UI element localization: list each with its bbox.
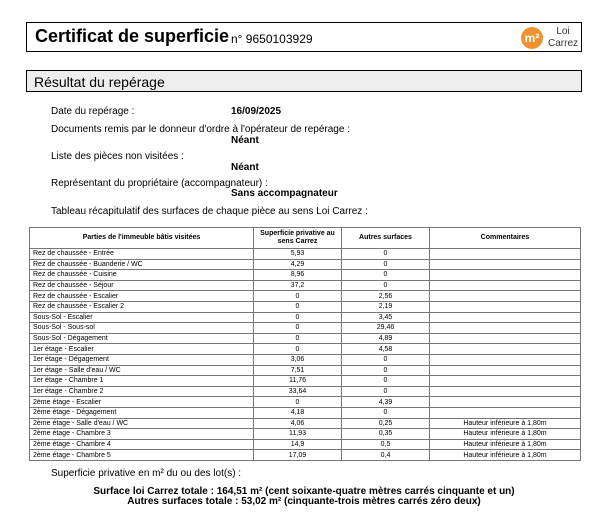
comment-cell: Hauteur inférieure à 1,80m (430, 429, 581, 440)
room-name-cell: Rez de chaussée - Entrée (30, 249, 254, 260)
other-surface-cell: 0 (342, 249, 430, 260)
comment-cell (430, 365, 581, 376)
comment-cell: Hauteur inférieure à 1,80m (430, 439, 581, 450)
carrez-surface-cell: 4,18 (254, 407, 342, 418)
carrez-surface-cell: 0 (254, 312, 342, 323)
room-name-cell: 1er étage - Chambre 1 (30, 376, 254, 387)
table-row (30, 376, 581, 387)
table-row (30, 270, 581, 281)
comment-cell (430, 407, 581, 418)
representative-value: Sans accompagnateur (231, 188, 338, 199)
comment-cell (430, 333, 581, 344)
carrez-surface-cell: 0 (254, 344, 342, 355)
logo-line-2: Carrez (548, 38, 579, 49)
carrez-surface-cell: 37,2 (254, 280, 342, 291)
comment-cell (430, 397, 581, 408)
other-surface-cell: 4,89 (342, 333, 430, 344)
carrez-surface-cell: 0 (254, 291, 342, 302)
table-row (30, 450, 581, 461)
comment-cell (430, 280, 581, 291)
carrez-total: Surface loi Carrez totale : 164,51 m² (cent soixante-quatre mètres carrés cinquante et un) (93, 486, 515, 497)
table-row (30, 418, 581, 429)
other-surface-cell: 0,5 (342, 439, 430, 450)
room-name-cell: 2ème étage - Chambre 5 (30, 450, 254, 461)
table-row (30, 344, 581, 355)
table-row (30, 259, 581, 270)
other-surface-cell: 0 (342, 270, 430, 281)
other-surface-cell: 0,35 (342, 429, 430, 440)
section-header (26, 70, 582, 92)
section-title: Résultat du repérage (34, 74, 165, 90)
surfaces-table (29, 227, 581, 461)
column-header: Autres surfaces (342, 228, 430, 249)
room-name-cell: 1er étage - Dégagement (30, 354, 254, 365)
other-surface-cell: 0,4 (342, 450, 430, 461)
room-name-cell: 2ème étage - Chambre 4 (30, 439, 254, 450)
documents-label: Documents remis par le donneur d'ordre à l'opérateur de repérage : (51, 124, 350, 135)
table-row (30, 354, 581, 365)
carrez-surface-cell: 4,06 (254, 418, 342, 429)
carrez-surface-cell: 5,93 (254, 249, 342, 260)
comment-cell: Hauteur inférieure à 1,80m (430, 418, 581, 429)
other-surface-cell: 0 (342, 354, 430, 365)
carrez-surface-cell: 7,51 (254, 365, 342, 376)
carrez-surface-cell: 17,09 (254, 450, 342, 461)
date-value: 16/09/2025 (231, 106, 282, 117)
logo-line-1: Loi (556, 26, 570, 37)
other-surface-cell: 2,19 (342, 301, 430, 312)
carrez-surface-cell: 0 (254, 323, 342, 334)
certificate-header (26, 22, 582, 52)
table-row (30, 407, 581, 418)
column-header: Parties de l'immeuble bâtis visitées (30, 228, 254, 249)
comment-cell (430, 259, 581, 270)
certificate-title: Certificat de superficie (35, 26, 230, 46)
room-name-cell: Rez de chaussée - Escalier 2 (30, 301, 254, 312)
certificate-number: n° 9650103929 (231, 32, 313, 46)
other-surface-cell: 3,45 (342, 312, 430, 323)
room-name-cell: Sous-Sol - Sous-sol (30, 323, 254, 334)
room-name-cell: 2ème étage - Escalier (30, 397, 254, 408)
room-name-cell: 2ème étage - Salle d'eau / WC (30, 418, 254, 429)
room-name-cell: Rez de chaussée - Séjour (30, 280, 254, 291)
comment-cell (430, 344, 581, 355)
room-name-cell: Sous-Sol - Dégagement (30, 333, 254, 344)
table-row (30, 429, 581, 440)
room-name-cell: Rez de chaussée - Buanderie / WC (30, 259, 254, 270)
carrez-surface-cell: 8,96 (254, 270, 342, 281)
room-name-cell: Rez de chaussée - Escalier (30, 291, 254, 302)
table-row (30, 291, 581, 302)
room-name-cell: 1er étage - Salle d'eau / WC (30, 365, 254, 376)
room-name-cell: 1er étage - Chambre 2 (30, 386, 254, 397)
table-row (30, 386, 581, 397)
carrez-surface-cell: 0 (254, 397, 342, 408)
carrez-surface-cell: 11,93 (254, 429, 342, 440)
table-row (30, 301, 581, 312)
other-surface-cell: 0 (342, 259, 430, 270)
table-body (30, 249, 581, 461)
lots-label: Superficie privative en m² du ou des lot(s) : (51, 468, 242, 479)
comment-cell (430, 312, 581, 323)
carrez-surface-cell: 11,76 (254, 376, 342, 387)
other-surfaces-total: Autres surfaces totale : 53,02 m² (cinquante-trois mètres carrés zéro deux) (127, 496, 481, 507)
other-surface-cell: 0 (342, 386, 430, 397)
rooms-not-visited-value: Néant (231, 162, 259, 173)
comment-cell: Hauteur inférieure à 1,80m (430, 450, 581, 461)
column-header: Commentaires (430, 228, 581, 249)
other-surface-cell: 0 (342, 376, 430, 387)
comment-cell (430, 323, 581, 334)
carrez-surface-cell: 33,64 (254, 386, 342, 397)
carrez-surface-cell: 14,9 (254, 439, 342, 450)
other-surface-cell: 4,39 (342, 397, 430, 408)
other-surface-cell: 2,56 (342, 291, 430, 302)
table-row (30, 249, 581, 260)
table-row (30, 280, 581, 291)
carrez-surface-cell: 3,06 (254, 354, 342, 365)
carrez-surface-cell: 0 (254, 301, 342, 312)
surfaces-table-wrapper (29, 227, 580, 461)
other-surface-cell: 4,58 (342, 344, 430, 355)
comment-cell (430, 386, 581, 397)
date-label: Date du repérage : (51, 106, 135, 117)
room-name-cell: Rez de chaussée - Cuisine (30, 270, 254, 281)
comment-cell (430, 270, 581, 281)
representative-label: Représentant du propriétaire (accompagnateur) : (51, 178, 268, 189)
table-row (30, 397, 581, 408)
table-row (30, 365, 581, 376)
comment-cell (430, 291, 581, 302)
documents-value: Néant (231, 135, 259, 146)
carrez-surface-cell: 0 (254, 333, 342, 344)
room-name-cell: 1er étage - Escalier (30, 344, 254, 355)
comment-cell (430, 249, 581, 260)
comment-cell (430, 354, 581, 365)
rooms-not-visited-label: Liste des pièces non visitées : (51, 151, 184, 162)
loi-carrez-logo-text (548, 26, 578, 50)
comment-cell (430, 301, 581, 312)
other-surface-cell: 0,25 (342, 418, 430, 429)
other-surface-cell: 0 (342, 407, 430, 418)
table-row (30, 323, 581, 334)
table-row (30, 312, 581, 323)
room-name-cell: Sous-Sol - Escalier (30, 312, 254, 323)
table-row (30, 333, 581, 344)
other-surface-cell: 29,46 (342, 323, 430, 334)
other-surface-cell: 0 (342, 280, 430, 291)
room-name-cell: 2ème étage - Dégagement (30, 407, 254, 418)
table-row (30, 439, 581, 450)
other-surface-cell: 0 (342, 365, 430, 376)
loi-carrez-logo-icon: m² (521, 27, 543, 49)
column-header: Superficie privative au sens Carrez (254, 228, 342, 249)
table-intro: Tableau récapitulatif des surfaces de chaque pièce au sens Loi Carrez : (51, 206, 368, 217)
room-name-cell: 2ème étage - Chambre 3 (30, 429, 254, 440)
carrez-surface-cell: 4,29 (254, 259, 342, 270)
comment-cell (430, 376, 581, 387)
table-header-row (30, 228, 581, 249)
